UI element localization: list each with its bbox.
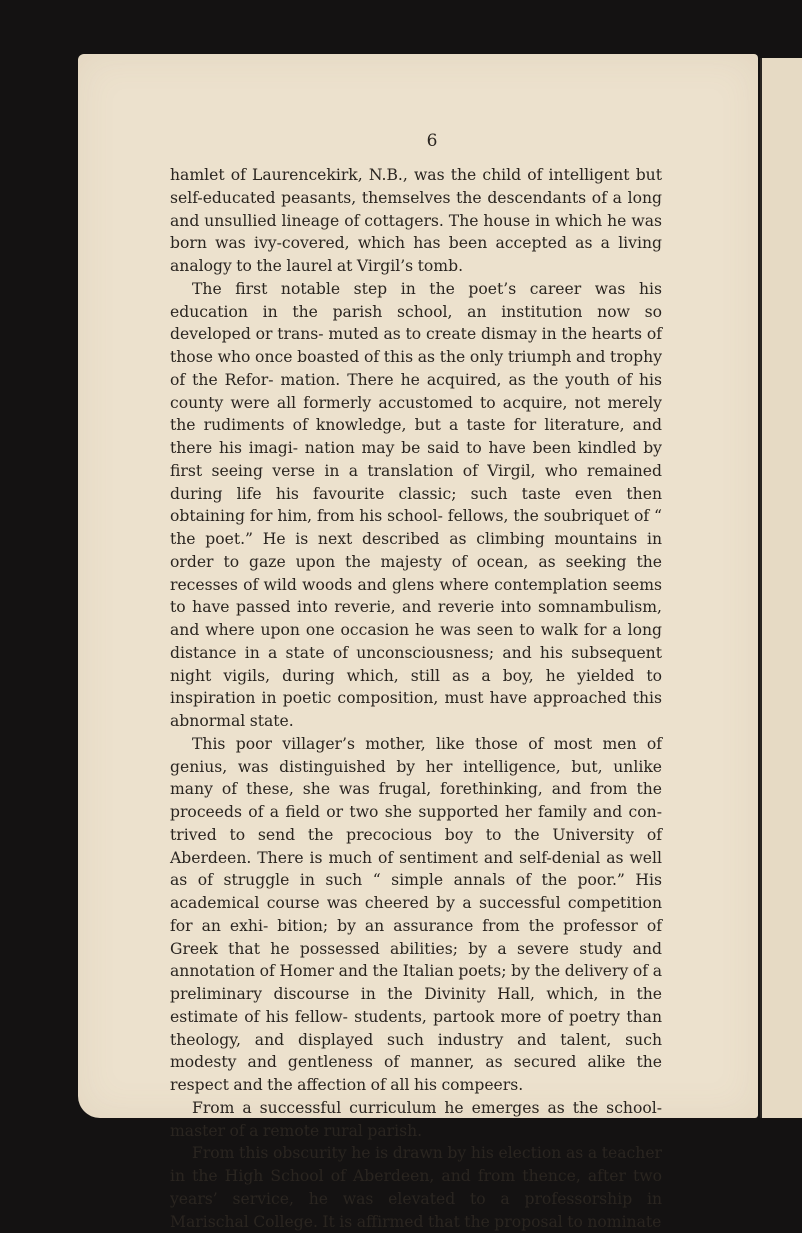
paragraph: The first notable step in the poet’s career was his education in the parish school, an institution now so developed or trans- muted as to create dismay in the hearts of those who once boasted of this as the only triumph and trophy of the Refor- mation. There he acquired, as the youth of his county were all formerly accustomed to acquire, not merely the rudiments of knowledge, but a taste for literature, and there his imagi- nation may be said to have been kindled by first seeing verse in a translation of Virgil, who remained during life his favourite classic; such taste even then obtaining for him, from his school- fellows, the soubriquet of “ the poet.” He is next described as climbing mountains in order to gaze upon the majesty of ocean, as seeking the recesses of wild woods and glens where contemplation seems to have passed into reverie, and reverie into somnambulism, and where upon one occasion he was seen to walk for a long distance in a state of unconsciousness; and his subsequent night vigils, during which, still as a boy, he yielded to inspiration in poetic composition, must have approached this abnormal state. (170, 279, 662, 730)
body-text (170, 164, 662, 1233)
paragraph: From this obscurity he is drawn by his election as a teacher in the High School of Aberdeen, and from thence, after two years’ service, he was elevated to a professorship in Marischal College. It is affirmed that the proposal to nominate (170, 1144, 662, 1231)
page-number: 6 (426, 131, 438, 151)
paragraph: From a successful curriculum he emerges as the school- master of a remote rural parish. (170, 1098, 662, 1140)
paragraph: hamlet of Laurencekirk, N.B., was the child of intelligent but self-educated peasants, themselves the descendants of a long and unsullied lineage of cottagers. The house in which he was born was ivy-covered, which has been accepted as a living analogy to the laurel at Virgil’s tomb. (170, 166, 662, 275)
adjacent-page-edge (760, 58, 802, 1118)
paragraph: This poor villager’s mother, like those of most men of genius, was distinguished by her intelligence, but, unlike many of these, she was frugal, forethinking, and from the proceeds of a field or two she supported her family and con- trived to send the precocious boy to the University of Aberdeen. There is much of sentiment and self-denial as well as of struggle in such “ simple annals of the poor.” His academical course was cheered by a successful competition for an exhi- bition; by an assurance from the professor of Greek that he possessed abilities; by a severe study and annotation of Homer and the Italian poets; by the delivery of a preliminary discourse in the Divinity Hall, which, in the estimate of his fellow- students, partook more of poetry than theology, and displayed such industry and talent, such modesty and gentleness of manner, as secured alike the respect and the affection of all his compeers. (170, 734, 662, 1094)
